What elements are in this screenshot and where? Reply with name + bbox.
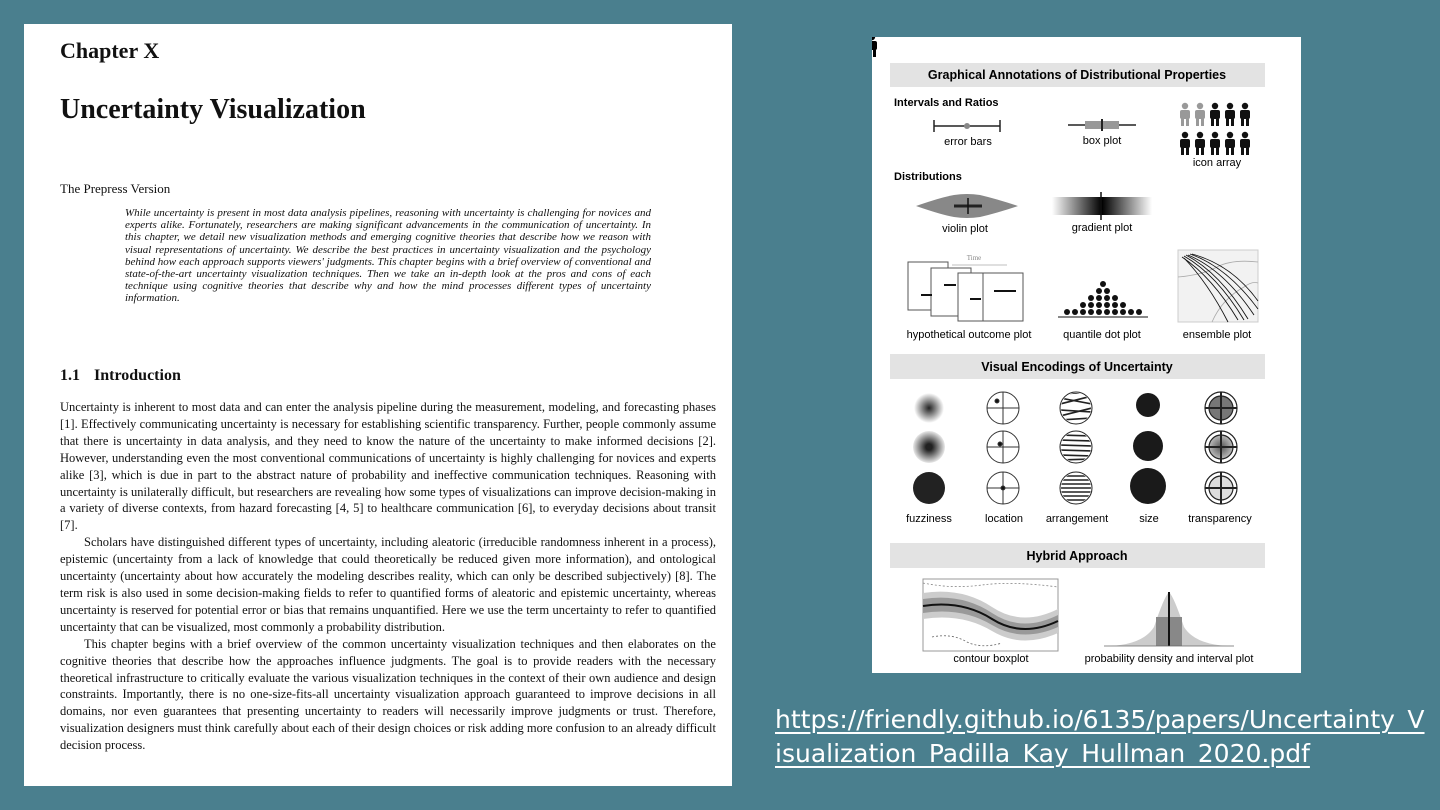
gradient-plot-glyph: [1052, 192, 1152, 220]
version-label: The Prepress Version: [60, 181, 171, 196]
size-glyph: [1130, 393, 1166, 504]
contour-boxplot-label: contour boxplot: [953, 653, 1029, 665]
gradient-plot-label: gradient plot: [1071, 222, 1133, 234]
density-interval-label: probability density and interval plot: [1084, 653, 1254, 665]
ensemble-label: ensemble plot: [1182, 329, 1252, 341]
chapter-label: Chapter X: [60, 38, 160, 63]
fuzziness-glyph: [913, 393, 945, 504]
section-title: Introduction: [94, 367, 181, 384]
box-plot-glyph: [1068, 119, 1136, 131]
quantile-dot-glyph: [1058, 281, 1148, 317]
encoding-label-location: location: [985, 513, 1023, 525]
icon-array-label: icon array: [1192, 157, 1242, 169]
violin-plot-glyph: [916, 194, 1018, 218]
error-bars-glyph: [934, 120, 1000, 132]
paper-page: [24, 24, 732, 786]
arrangement-glyph: [1060, 392, 1092, 504]
time-label: Time: [966, 254, 982, 262]
error-bars-label: error bars: [944, 136, 992, 148]
quantile-dot-label: quantile dot plot: [1063, 329, 1141, 341]
location-glyph: [987, 392, 1019, 504]
banner-hybrid-text: Hybrid Approach: [1026, 549, 1128, 563]
encoding-label-transparency: transparency: [1188, 513, 1252, 525]
paragraph: Scholars have distinguished different types of uncertainty, including aleatoric (irreducible randomness inherent in a process), epistemic (uncertainty from a lack of knowledge that could theoretically be reduced given more information), and ontological uncertainty (uncertainty about how accurately the modeling describes reality, which can only be described subjectively) [8]. The term risk is also used in some decision-making fields to refer to quantified forms of aleatoric and epistemic uncertainty, whereas uncertainty is reserved for potential error or bias that remains unquantified. Here we use the term uncertainty to refer to quantified uncertainty that can be visualized, most commonly a probability distribution.: [60, 535, 716, 634]
box-plot-label: box plot: [1082, 135, 1122, 147]
contour-boxplot-glyph: [923, 579, 1058, 651]
section-heading: [60, 367, 181, 385]
icon-array-glyph: [872, 37, 1250, 155]
section-number: 1.1: [60, 367, 80, 384]
paragraph: Uncertainty is inherent to most data and can enter the analysis pipeline during the measurement, modeling, and forecasting phases [1]. Effectively communicating uncertainty is necessary for establishing scientific transparency. Further, people commonly assume that there is uncertainty in data analysis, and they need to know the nature of the uncertainty to make informed decisions [2]. However, understanding even the most conventional communications of uncertainty is highly challenging for novices and experts alike [3], which is due in part to the abstract nature of probability and ineffective communication techniques. Reasoning with uncertainty is unilaterally difficult, but researchers are revealing how some types of visualizations can improve decision-making in a variety of diverse contexts, from hazard forecasting [4, 5] to healthcare communication [6], to everyday decisions about transit [7].: [60, 400, 716, 533]
paper-link[interactable]: https://friendly.github.io/6135/papers/Uncertainty_Visualization_Padilla_Kay_Hullman_2020.pdf: [775, 705, 1425, 768]
abstract: While uncertainty is present in most data analysis pipelines, reasoning with uncertainty is challenging for novices and experts alike. Fortunately, researchers are making significant advancements in the communication of uncertainty. In this chapter, we detail new visualization methods and emerging cognitive theories that describe how we reason with visual representations of uncertainty. We describe the best practices in uncertainty visualization and the psychology behind how each approach supports viewers' judgments. This chapter begins with a brief overview of conventional and state-of-the-art uncertainty visualization techniques. Then we take an in-depth look at the pros and cons of each technique using cognitive theories that describe why and how the mind processes different types of uncertainty information.: [125, 207, 651, 305]
paragraph: This chapter begins with a brief overview of the common uncertainty visualization techniques and then elaborates on the cognitive theories that describe how the approaches influence judgments. The goal is to provide readers with the necessary theoretical infrastructure to critically evaluate the various visualization techniques in the context of their own audience and design constraints. Importantly, there is no one-size-fits-all uncertainty visualization approach guaranteed to improve decisions in all domains, nor even guarantees that presenting uncertainty to readers will necessarily improve judgments or trust. Therefore, visualization designers must think carefully about each of their design choices or risk adding more confusion to an already difficult decision process.: [60, 636, 716, 753]
encoding-label-size: size: [1139, 513, 1159, 525]
density-interval-glyph: [1104, 592, 1234, 646]
group-distributions-label: Distributions: [894, 171, 962, 183]
banner-encodings-text: Visual Encodings of Uncertainty: [981, 360, 1173, 374]
hop-glyph: [908, 254, 1023, 321]
banner-distributional-text: Graphical Annotations of Distributional Properties: [927, 68, 1227, 82]
hop-label: hypothetical outcome plot: [906, 329, 1032, 341]
transparency-glyph: [1205, 392, 1237, 504]
body-text: [60, 399, 716, 754]
uncertainty-figure: [872, 37, 1301, 673]
group-intervals-label: Intervals and Ratios: [894, 97, 999, 109]
paper-title: Uncertainty Visualization: [60, 94, 366, 125]
violin-plot-label: violin plot: [942, 223, 988, 235]
ensemble-glyph: [1178, 250, 1258, 322]
encoding-label-fuzziness: fuzziness: [906, 513, 952, 525]
figure-card: [872, 37, 1301, 673]
encoding-label-arrangement: arrangement: [1045, 513, 1109, 525]
